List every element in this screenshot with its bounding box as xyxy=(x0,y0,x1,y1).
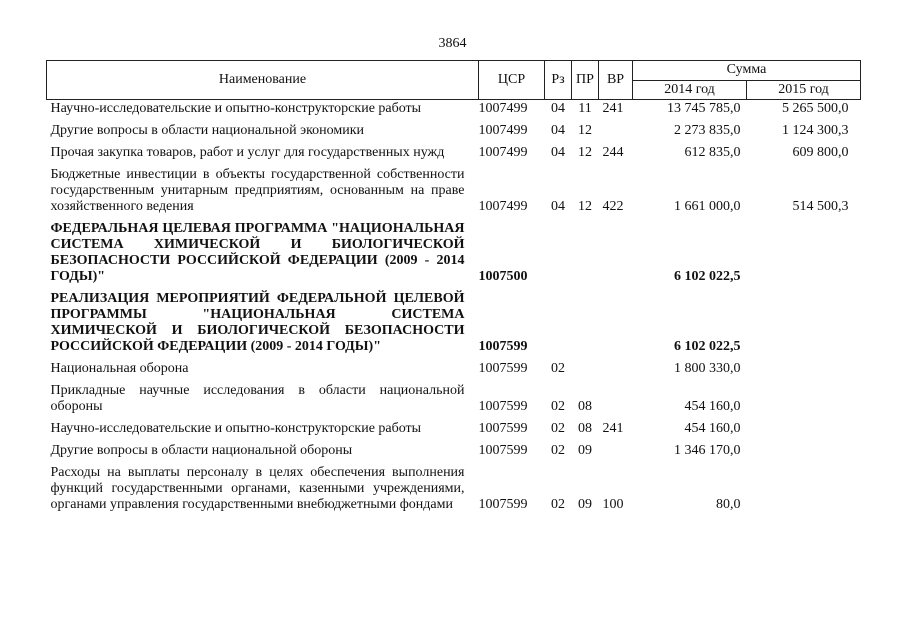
cell-name: Бюджетные инвестиции в объекты государственной собственности государственным унитарным предприятиям, основанным на праве хозяйственного ведения xyxy=(50,167,465,214)
cell-pr: 11 xyxy=(578,101,592,116)
cell-y2015 xyxy=(747,377,861,415)
cell-rz: 02 xyxy=(551,421,565,436)
cell-y2014: 6 102 022,5 xyxy=(674,269,741,284)
cell-name: Научно-исследовательские и опытно-конструкторские работы xyxy=(50,421,422,436)
cell-y2014: 80,0 xyxy=(716,497,741,512)
cell-y2015: 609 800,0 xyxy=(792,145,849,160)
cell-y2014: 13 745 785,0 xyxy=(667,101,741,116)
cell-vr xyxy=(599,117,633,139)
header-name: Наименование xyxy=(47,61,479,100)
cell-name: Национальная оборона xyxy=(50,361,189,376)
cell-y2014: 454 160,0 xyxy=(684,399,741,414)
cell-csr: 1007499 xyxy=(478,199,528,214)
cell-vr: 100 xyxy=(602,497,624,512)
cell-vr xyxy=(599,377,633,415)
cell-vr: 241 xyxy=(602,101,624,116)
table-row xyxy=(47,215,861,285)
cell-y2015 xyxy=(747,415,861,437)
cell-vr xyxy=(599,355,633,377)
cell-y2015: 5 265 500,0 xyxy=(782,101,849,116)
header-year-2014: 2014 год xyxy=(633,80,747,100)
cell-vr: 241 xyxy=(602,421,624,436)
cell-name: Другие вопросы в области национальной обороны xyxy=(50,443,353,458)
table-row xyxy=(47,415,861,437)
header-csr: ЦСР xyxy=(479,61,545,100)
cell-csr: 1007599 xyxy=(478,421,528,436)
budget-table xyxy=(46,60,861,513)
cell-vr xyxy=(599,437,633,459)
table-body xyxy=(47,100,861,514)
table-row xyxy=(47,100,861,118)
cell-csr: 1007500 xyxy=(478,269,528,284)
cell-rz: 04 xyxy=(551,101,565,116)
cell-rz xyxy=(545,285,572,355)
cell-csr: 1007499 xyxy=(478,123,528,138)
cell-y2015 xyxy=(747,285,861,355)
cell-csr: 1007599 xyxy=(478,339,528,354)
table-row xyxy=(47,285,861,355)
cell-rz xyxy=(545,215,572,285)
cell-vr: 244 xyxy=(602,145,624,160)
table-row xyxy=(47,459,861,513)
cell-y2015 xyxy=(747,355,861,377)
header-vr: ВР xyxy=(599,61,633,100)
cell-vr: 422 xyxy=(602,199,624,214)
cell-csr: 1007599 xyxy=(478,361,528,376)
table-row xyxy=(47,355,861,377)
cell-name: Другие вопросы в области национальной экономики xyxy=(50,123,365,138)
cell-y2014: 1 800 330,0 xyxy=(674,361,741,376)
cell-pr: 12 xyxy=(578,199,592,214)
cell-rz: 02 xyxy=(551,497,565,512)
cell-name: Прочая закупка товаров, работ и услуг для государственных нужд xyxy=(50,145,445,160)
cell-name: Научно-исследовательские и опытно-конструкторские работы xyxy=(50,101,422,116)
cell-csr: 1007499 xyxy=(478,101,528,116)
cell-y2015 xyxy=(747,459,861,513)
cell-y2015 xyxy=(747,437,861,459)
cell-pr: 09 xyxy=(578,443,592,458)
cell-pr: 12 xyxy=(578,123,592,138)
cell-name: ФЕДЕРАЛЬНАЯ ЦЕЛЕВАЯ ПРОГРАММА "НАЦИОНАЛЬНАЯ СИСТЕМА ХИМИЧЕСКОЙ И БИОЛОГИЧЕСКОЙ БЕЗОПАСНОСТИ РОССИЙСКОЙ ФЕДЕРАЦИИ (2009 - 2014 ГОДЫ)" xyxy=(50,221,465,284)
cell-rz: 02 xyxy=(551,361,565,376)
table-row xyxy=(47,377,861,415)
cell-pr: 09 xyxy=(578,497,592,512)
table-header xyxy=(47,61,861,100)
cell-vr xyxy=(599,285,633,355)
cell-csr: 1007499 xyxy=(478,145,528,160)
cell-pr xyxy=(572,285,599,355)
table-row xyxy=(47,161,861,215)
cell-rz: 04 xyxy=(551,123,565,138)
header-year-2015: 2015 год xyxy=(747,80,861,100)
cell-y2014: 1 346 170,0 xyxy=(674,443,741,458)
cell-csr: 1007599 xyxy=(478,399,528,414)
table-row xyxy=(47,437,861,459)
cell-rz: 04 xyxy=(551,145,565,160)
cell-pr: 08 xyxy=(578,421,592,436)
cell-name: РЕАЛИЗАЦИЯ МЕРОПРИЯТИЙ ФЕДЕРАЛЬНОЙ ЦЕЛЕВОЙ ПРОГРАММЫ "НАЦИОНАЛЬНАЯ СИСТЕМА ХИМИЧЕСКОЙ И БИОЛОГИЧЕСКОЙ БЕЗОПАСНОСТИ РОССИЙСКОЙ ФЕДЕРАЦИИ (2009 - 2014 ГОДЫ)" xyxy=(50,291,465,354)
cell-y2015 xyxy=(747,215,861,285)
header-pr: ПР xyxy=(572,61,599,100)
table-row xyxy=(47,117,861,139)
cell-rz: 02 xyxy=(551,399,565,414)
cell-y2015: 1 124 300,3 xyxy=(782,123,849,138)
cell-pr: 08 xyxy=(578,399,592,414)
cell-y2015: 514 500,3 xyxy=(792,199,849,214)
cell-name: Расходы на выплаты персоналу в целях обеспечения выполнения функций государственными органами, казенными учреждениями, органами управления государственными внебюджетными фондами xyxy=(50,465,465,512)
cell-y2014: 1 661 000,0 xyxy=(674,199,741,214)
cell-pr xyxy=(572,215,599,285)
cell-rz: 04 xyxy=(551,199,565,214)
page-number: 3864 xyxy=(438,36,467,51)
cell-pr xyxy=(572,355,599,377)
cell-rz: 02 xyxy=(551,443,565,458)
cell-y2014: 454 160,0 xyxy=(684,421,741,436)
cell-vr xyxy=(599,215,633,285)
cell-name: Прикладные научные исследования в области национальной обороны xyxy=(50,383,465,414)
table-row xyxy=(47,139,861,161)
cell-y2014: 612 835,0 xyxy=(684,145,741,160)
cell-csr: 1007599 xyxy=(478,497,528,512)
cell-pr: 12 xyxy=(578,145,592,160)
cell-csr: 1007599 xyxy=(478,443,528,458)
cell-y2014: 2 273 835,0 xyxy=(674,123,741,138)
header-rz: Рз xyxy=(545,61,572,100)
header-sum: Сумма xyxy=(633,61,861,81)
cell-y2014: 6 102 022,5 xyxy=(674,339,741,354)
